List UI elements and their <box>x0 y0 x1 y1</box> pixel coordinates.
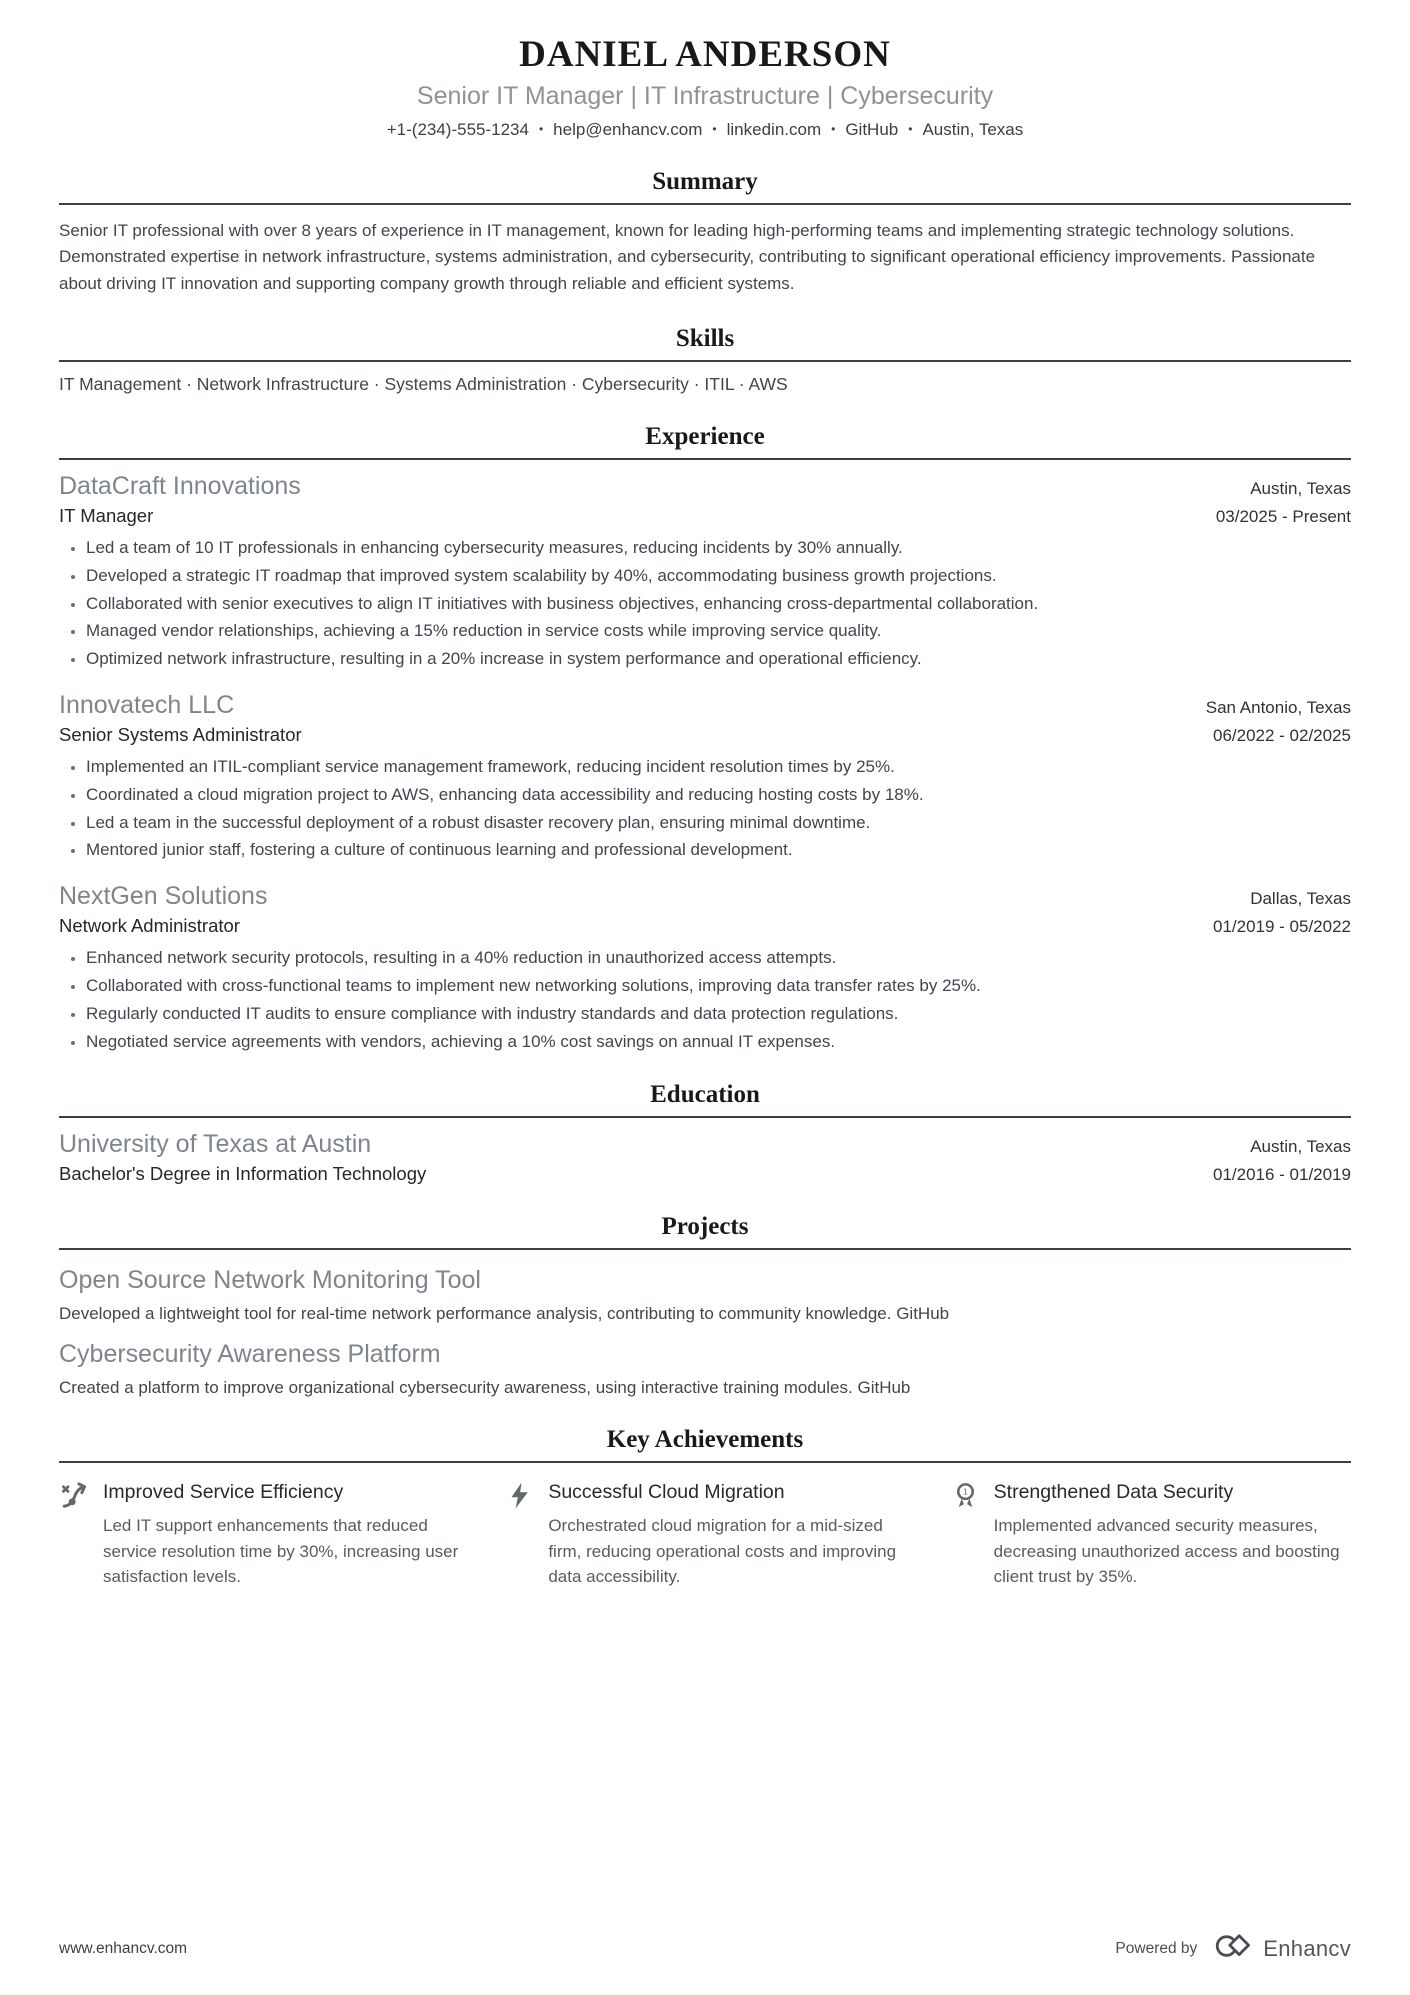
achievement-text: Implemented advanced security measures, decreasing unauthorized access and boosting client trust by 35%. <box>993 1516 1340 1587</box>
company-name: Innovatech LLC <box>59 691 235 720</box>
enhancv-brand-name: Enhancv <box>1263 1935 1351 1961</box>
skills-list: IT Management · Network Infrastructure · Systems Administration · Cybersecurity · ITIL · AWS <box>59 374 788 395</box>
enhancv-brand-link[interactable] <box>1212 1932 1351 1965</box>
section-divider <box>59 203 1351 205</box>
contact-location: Austin, Texas <box>922 119 1024 139</box>
project-title: Open Source Network Monitoring Tool <box>59 1266 481 1295</box>
section-summary <box>59 168 1351 298</box>
contact-email[interactable]: help@enhancv.com <box>553 119 703 139</box>
section-divider <box>59 1116 1351 1118</box>
achievement-item <box>504 1479 905 1590</box>
dot-separator: • <box>908 121 913 136</box>
entry-dates: 03/2025 - Present <box>1215 507 1351 527</box>
enhancv-logo-icon <box>1212 1932 1254 1965</box>
entry-location: Austin, Texas <box>1250 479 1351 499</box>
bullet-item: • Developed a strategic IT roadmap that improved system scalability by 40%, accommodating business growth projections. <box>86 564 1351 588</box>
section-divider <box>59 360 1351 362</box>
project-item <box>59 1266 1351 1324</box>
experience-entry <box>59 691 1351 862</box>
achievements-grid <box>59 1479 1351 1590</box>
experience-entry <box>59 472 1351 671</box>
project-github-link[interactable]: GitHub <box>896 1304 950 1324</box>
bullet-item: • Negotiated service agreements with vendors, achieving a 10% cost savings on annual IT expenses. <box>86 1030 1351 1054</box>
achievement-text: Led IT support enhancements that reduced service resolution time by 30%, increasing user satisfaction levels. <box>103 1516 459 1587</box>
section-divider <box>59 1461 1351 1463</box>
contact-phone: +1-(234)-555-1234 <box>386 119 529 139</box>
bullet-item: • Led a team in the successful deployment of a robust disaster recovery plan, ensuring minimal downtime. <box>86 811 1351 835</box>
section-skills <box>59 325 1351 395</box>
dot-separator: • <box>831 121 836 136</box>
bullet-item: • Collaborated with cross-functional teams to implement new networking solutions, improving data transfer rates by 25%. <box>86 974 1351 998</box>
headline: Senior IT Manager | IT Infrastructure | Cybersecurity <box>416 81 994 110</box>
project-description-text: Created a platform to improve organizational cybersecurity awareness, using interactive training modules. <box>59 1378 853 1398</box>
job-title: Network Administrator <box>59 915 240 937</box>
achievement-title: Successful Cloud Migration <box>548 1481 785 1504</box>
project-description-text: Developed a lightweight tool for real-time network performance analysis, contributing to community knowledge. <box>59 1304 892 1324</box>
page-footer <box>59 1932 1351 1965</box>
bullet-item: • Enhanced network security protocols, resulting in a 40% reduction in unauthorized access attempts. <box>86 946 1351 970</box>
contact-line <box>59 120 1351 140</box>
achievement-title: Improved Service Efficiency <box>103 1481 344 1504</box>
job-title: Senior Systems Administrator <box>59 724 302 746</box>
bullet-item: • Regularly conducted IT audits to ensure compliance with industry standards and data protection regulations. <box>86 1002 1351 1026</box>
projects-section-title: Projects <box>661 1213 749 1241</box>
achievement-title: Strengthened Data Security <box>993 1481 1234 1504</box>
project-description <box>59 1304 1351 1324</box>
bullet-item: • Managed vendor relationships, achieving a 15% reduction in service costs while improving service quality. <box>86 619 1351 643</box>
experience-section-title: Experience <box>645 423 765 451</box>
company-name: DataCraft Innovations <box>59 472 301 501</box>
bullet-list <box>59 755 1351 862</box>
resume-header <box>59 34 1351 140</box>
bullet-item: • Led a team of 10 IT professionals in enhancing cybersecurity measures, reducing incidents by 30% annually. <box>86 536 1351 560</box>
powered-by-label: Powered by <box>1115 1939 1198 1957</box>
route-icon <box>59 1480 90 1511</box>
bullet-item: • Optimized network infrastructure, resulting in a 20% increase in system performance and operational efficiency. <box>86 647 1351 671</box>
bullet-list <box>59 536 1351 671</box>
education-degree: Bachelor's Degree in Information Technology <box>59 1163 427 1185</box>
dot-separator: • <box>712 121 717 136</box>
lightning-icon <box>504 1480 535 1511</box>
education-entry <box>59 1130 1351 1185</box>
skills-section-title: Skills <box>675 325 735 353</box>
medal-icon <box>950 1480 981 1511</box>
bullet-item: • Coordinated a cloud migration project to AWS, enhancing data accessibility and reducing hosting costs by 18%. <box>86 783 1351 807</box>
education-school: University of Texas at Austin <box>59 1130 372 1159</box>
entry-dates: 01/2019 - 05/2022 <box>1212 917 1351 937</box>
section-projects <box>59 1213 1351 1398</box>
bullet-list <box>59 946 1351 1053</box>
candidate-name: DANIEL ANDERSON <box>519 34 891 75</box>
contact-linkedin-link[interactable]: linkedin.com <box>726 119 822 139</box>
entry-location: Dallas, Texas <box>1250 889 1351 909</box>
achievements-section-title: Key Achievements <box>606 1426 804 1454</box>
project-title: Cybersecurity Awareness Platform <box>59 1340 441 1369</box>
bullet-item: • Implemented an ITIL-compliant service management framework, reducing incident resolution times by 25%. <box>86 755 1351 779</box>
entry-dates: 06/2022 - 02/2025 <box>1212 726 1351 746</box>
section-education <box>59 1081 1351 1185</box>
education-location: Austin, Texas <box>1250 1137 1351 1157</box>
section-divider <box>59 458 1351 460</box>
project-item <box>59 1340 1351 1398</box>
project-github-link[interactable]: GitHub <box>857 1378 911 1398</box>
summary-text: Senior IT professional with over 8 years of experience in IT management, known for leading high-performing teams and implementing strategic technology solutions. Demonstrated expertise in network infrastructure, systems administration, and cybersecurity, contributing to significant operational efficiency improvements. Passionate about driving IT innovation and supporting company growth through reliable and efficient systems. <box>59 220 1316 293</box>
achievement-text: Orchestrated cloud migration for a mid-sized firm, reducing operational costs and improving data accessibility. <box>548 1516 897 1587</box>
svg-text:1: 1 <box>962 1487 968 1498</box>
contact-github-link[interactable]: GitHub <box>845 119 899 139</box>
entry-location: San Antonio, Texas <box>1205 698 1351 718</box>
section-experience <box>59 423 1351 1053</box>
dot-separator: • <box>538 121 544 136</box>
achievement-item <box>950 1479 1351 1590</box>
bullet-item: • Mentored junior staff, fostering a culture of continuous learning and professional development. <box>86 838 1351 862</box>
experience-entry <box>59 882 1351 1053</box>
achievement-item <box>59 1479 460 1590</box>
footer-site-link[interactable]: www.enhancv.com <box>59 1939 188 1957</box>
section-divider <box>59 1248 1351 1250</box>
education-section-title: Education <box>650 1081 760 1109</box>
job-title: IT Manager <box>59 505 154 527</box>
section-key-achievements <box>59 1426 1351 1590</box>
summary-section-title: Summary <box>652 167 758 195</box>
project-description <box>59 1378 1351 1398</box>
education-dates: 01/2016 - 01/2019 <box>1212 1165 1351 1185</box>
company-name: NextGen Solutions <box>59 882 268 911</box>
bullet-item: • Collaborated with senior executives to align IT initiatives with business objectives, enhancing cross-departmental collaboration. <box>86 592 1351 616</box>
